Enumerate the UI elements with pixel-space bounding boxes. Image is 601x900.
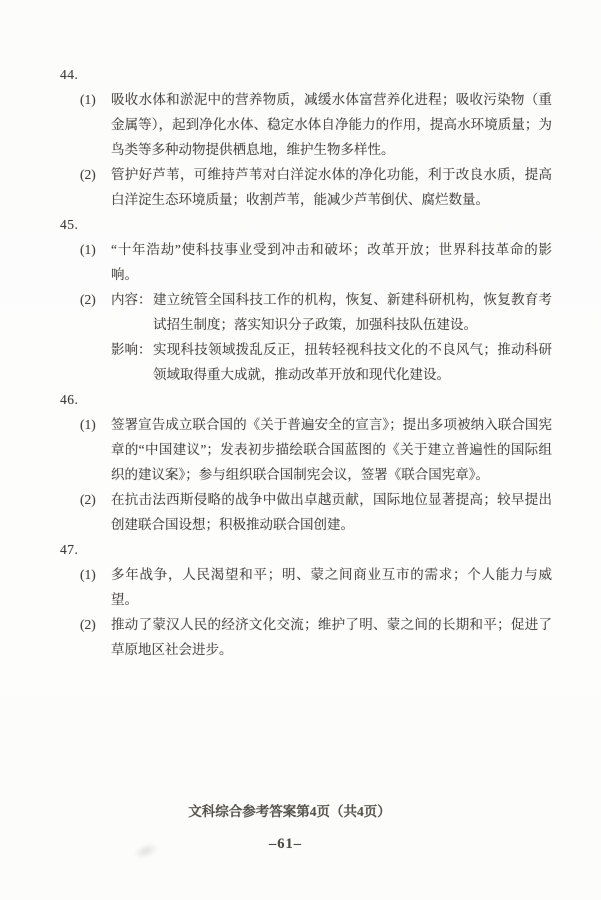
item-marker: (1): [80, 567, 96, 582]
answer-text: 建立统管全国科技工作的机构，恢复、新建科研机构，恢复教育考试招生制度；落实知识分子政策，加强科技队伍建设。: [153, 292, 552, 332]
item-marker: (1): [80, 242, 96, 257]
answer-text: 管护好芦苇，可维持芦苇对白洋淀水体的净化功能，利于改良水质，提高白洋淀生态环境质量；收割芦苇，能减少芦苇倒伏、腐烂数量。: [111, 167, 552, 207]
answer-item-44-2: [80, 162, 552, 212]
item-marker: (1): [80, 417, 96, 432]
question-number-47: 47.: [60, 542, 79, 557]
answer-item-body: [111, 287, 552, 387]
section-47: [60, 537, 552, 662]
page-number: –61–: [269, 836, 302, 852]
answer-content: [60, 62, 552, 662]
answer-item-44-1: [80, 87, 552, 162]
question-number-44: 44.: [60, 67, 79, 82]
answer-text: 推动了蒙汉人民的经济文化交流；维护了明、蒙之间的长期和平；促进了草原地区社会进步。: [111, 617, 552, 657]
labeled-answer-content: [111, 287, 552, 337]
answer-text: 签署宣告成立联合国的《关于普遍安全的宣言》；提出多项被纳入联合国宪章的“中国建议”；发表初步描绘联合国蓝图的《关于建立普遍性的国际组织的建议案》；参与组织联合国制宪会议，签署《联合国宪章》。: [111, 417, 552, 482]
question-number-45: 45.: [60, 217, 79, 232]
item-marker: (2): [80, 492, 96, 507]
answer-item-45-1: [80, 237, 552, 287]
answer-item-46-2: [80, 487, 552, 537]
answer-part-label: 影响：: [111, 342, 152, 357]
answer-item-46-1: [80, 412, 552, 487]
question-number-46: 46.: [60, 392, 79, 407]
answer-text: 在抗击法西斯侵略的战争中做出卓越贡献，国际地位显著提高；较早提出创建联合国设想；积极推动联合国创建。: [111, 492, 552, 532]
item-marker: (2): [80, 617, 96, 632]
answer-text: 吸收水体和淤泥中的营养物质，减缓水体富营养化进程；吸收污染物（重金属等），起到净化水体、稳定水体自净能力的作用，提高水环境质量；为鸟类等多种动物提供栖息地，维护生物多样性。: [111, 92, 552, 157]
labeled-answer-influence: [111, 337, 552, 387]
item-marker: (2): [80, 292, 96, 307]
answer-part-label: 内容：: [111, 292, 152, 307]
answer-item-45-2: [80, 287, 552, 387]
answer-text: “十年浩劫”使科技事业受到冲击和破坏；改革开放；世界科技革命的影响。: [111, 242, 552, 282]
answer-text: 多年战争，人民渴望和平；明、蒙之间商业互市的需求；个人能力与威望。: [111, 567, 552, 607]
section-46: [60, 387, 552, 537]
answer-text: 实现科技领域拨乱反正，扭转轻视科技文化的不良风气；推动科研领域取得重大成就，推动改革开放和现代化建设。: [153, 342, 552, 382]
section-44: [60, 62, 552, 212]
answer-item-47-1: [80, 562, 552, 612]
footer-caption: 文科综合参考答案第4页（共4页）: [188, 804, 391, 819]
answer-item-47-2: [80, 612, 552, 662]
item-marker: (2): [80, 167, 96, 182]
item-marker: (1): [80, 92, 96, 107]
section-45: [60, 212, 552, 387]
